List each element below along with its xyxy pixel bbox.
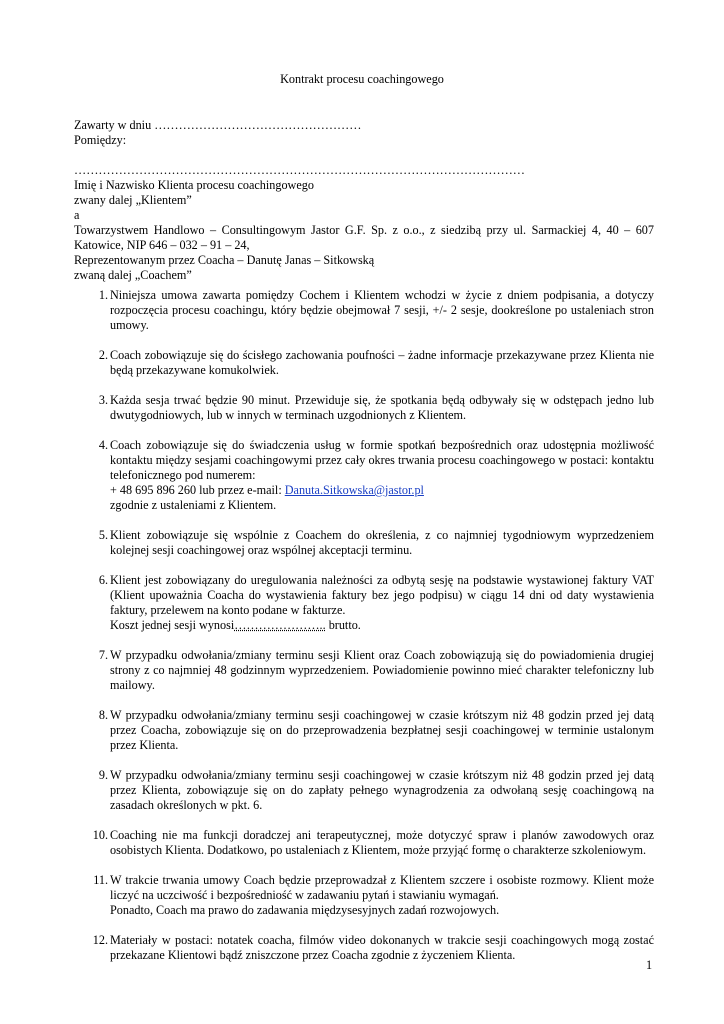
email-link[interactable]: Danuta.Sitkowska@jastor.pl: [284, 483, 424, 497]
clause-item: [74, 933, 654, 963]
clause-text: W przypadku odwołania/zmiany terminu sesji coachingowej w czasie krótszym niż 48 godzin przed jej datą przez Klienta, zobowiązuje się on do zapłaty pełnego wynagrodzenia za odwołaną sesję coachingową na zasadach określonych w pkt. 6.: [110, 768, 654, 812]
clause-number: 12.: [92, 933, 108, 947]
document-title: Kontrakt procesu coachingowego: [280, 72, 444, 86]
clause-text-extra: Ponadto, Coach ma prawo do zadawania międzysesyjnych zadań rozwojowych.: [110, 903, 500, 917]
clause-text: Klient jest zobowiązany do uregulowania należności za odbytą sesję na podstawie wystawionej faktury VAT (Klient upoważnia Coacha do wystawienia faktury bez jego podpisu) w ciągu 14 dni od daty wystawienia faktury, przelewem na konto podane w fakturze.: [110, 573, 654, 617]
coach-called: zwaną dalej „Coachem”: [74, 268, 192, 282]
contact-line: [110, 483, 654, 498]
clause-text: Niniejsza umowa zawarta pomiędzy Cochem i Klientem wchodzi w życie z dniem podpisania, a dotyczy rozpoczęcia procesu coachingu, który będzie obejmował 7 sesji, +/- 2 sesje, dookreślone po ustaleniach stron umowy.: [110, 288, 654, 332]
clause-item: [74, 828, 654, 858]
clause-number: 8.: [98, 708, 108, 722]
clause-item: [74, 648, 654, 693]
clause-number: 6.: [98, 573, 108, 587]
clause-number: 3.: [98, 393, 108, 407]
company-details: Towarzystwem Handlowo – Consultingowym Jastor G.F. Sp. z o.o., z siedzibą przy ul. Sarmackiej 4, 40 – 607 Katowice, NIP 646 – 032 – 91 – 24,: [74, 223, 654, 252]
clause-item: [74, 288, 654, 333]
contract-clauses: [74, 288, 654, 978]
clause-item: [74, 873, 654, 918]
clause-number: 7.: [98, 648, 108, 662]
clause-text: W trakcie trwania umowy Coach będzie przeprowadzał z Klientem szczere i osobiste rozmowy. Klient może liczyć na uczciwość i bezpośredniość w zadawaniu pytań i stawianiu wymagań.: [110, 873, 654, 902]
between-label: Pomiędzy:: [74, 133, 127, 147]
clause-number: 11.: [93, 873, 108, 887]
cost-suffix: brutto.: [325, 618, 361, 632]
cost-dots: …………………..: [234, 618, 326, 632]
clause-number: 5.: [98, 528, 108, 542]
clause-text: Coach zobowiązuje się do ścisłego zachowania poufności – żadne informacje przekazywane przez Klienta nie będą przekazywane komukolwiek.: [110, 348, 654, 377]
phone-text: + 48 695 896 260 lub przez e-mail:: [110, 483, 285, 497]
clause-number: 4.: [98, 438, 108, 452]
clause-text: Każda sesja trwać będzie 90 minut. Przewiduje się, że spotkania będą odbywały się w odstępach jedno lub dwutygodniowych, lub w innych w terminach uzgodnionych z Klientem.: [110, 393, 654, 422]
client-name-dots: …………………………………………………………………………………………………: [74, 163, 525, 177]
clause-item: [74, 528, 654, 558]
represented-by: Reprezentowanym przez Coacha – Danutę Janas – Sitkowską: [74, 253, 375, 267]
clause-number: 10.: [92, 828, 108, 842]
client-name-label: Imię i Nazwisko Klienta procesu coachingowego: [74, 178, 314, 192]
client-called: zwany dalej „Klientem”: [74, 193, 192, 207]
contract-header: [74, 118, 654, 283]
clause-text-after: zgodnie z ustaleniami z Klientem.: [110, 498, 277, 512]
page-number: 1: [646, 958, 653, 972]
clause-number: 1.: [98, 288, 108, 302]
date-line: Zawarty w dniu ……………………………………………: [74, 118, 362, 132]
clause-number: 9.: [98, 768, 108, 782]
clause-item: [74, 438, 654, 513]
cost-line: [110, 618, 654, 633]
and-label: a: [74, 208, 80, 222]
clause-text: Klient zobowiązuje się wspólnie z Coachem do określenia, z co najmniej tygodniowym wyprzedzeniem kolejnej sesji coachingowej oraz wspólnej akceptacji terminu.: [110, 528, 654, 557]
clause-item: [74, 573, 654, 633]
clause-item: [74, 768, 654, 813]
clause-text: Coaching nie ma funkcji doradczej ani terapeutycznej, może dotyczyć spraw i planów zawodowych oraz osobistych Klienta. Dodatkowo, po ustaleniach z Klientem, może przyjąć formę o charakterze szkoleniowym.: [110, 828, 654, 857]
clause-text: Coach zobowiązuje się do świadczenia usług w formie spotkań bezpośrednich oraz udostępnia możliwość kontaktu między sesjami coachingowymi przez cały okres trwania procesu coachingowego w postaci: kontaktu telefonicznego pod numerem:: [110, 438, 654, 482]
clause-text: W przypadku odwołania/zmiany terminu sesji Klient oraz Coach zobowiązują się do powiadomienia drugiej strony z co najmniej 48 godzinnym wyprzedzeniem. Powiadomienie powinno mieć charakter telefoniczny lub mailowy.: [110, 648, 654, 692]
cost-label: Koszt jednej sesji wynosi: [110, 618, 235, 632]
clause-item: [74, 348, 654, 378]
clause-item: [74, 708, 654, 753]
clause-text: W przypadku odwołania/zmiany terminu sesji coachingowej w czasie krótszym niż 48 godzin przed jej datą przez Coacha, zobowiązuje się on do przeprowadzenia bezpłatnej sesji coachingowej w terminie ustalonym przez Klienta.: [110, 708, 654, 752]
clause-number: 2.: [98, 348, 108, 362]
clause-item: [74, 393, 654, 423]
clause-text: Materiały w postaci: notatek coacha, filmów video dokonanych w trakcie sesji coachingowych mogą zostać przekazane Klientowi bądź zniszczone przez Coacha zgodnie z życzeniem Klienta.: [110, 933, 654, 962]
